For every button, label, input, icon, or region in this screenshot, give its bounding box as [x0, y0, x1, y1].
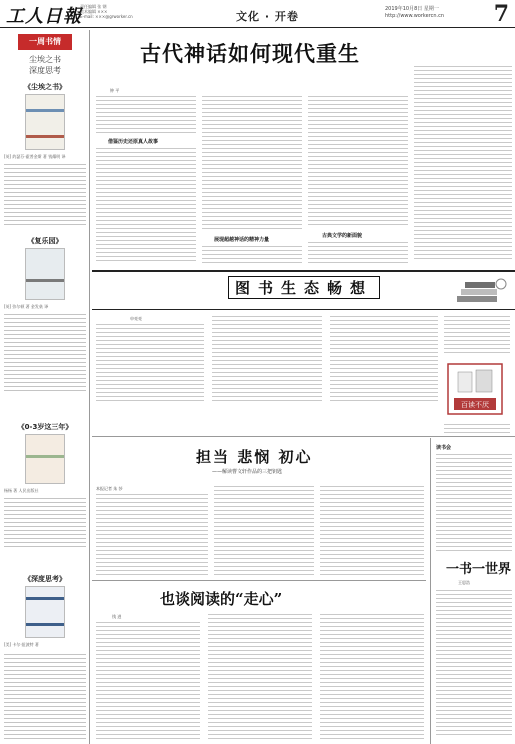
third-article-column	[208, 614, 312, 742]
column-divider	[430, 438, 431, 744]
book-caption: [英] 约瑟芬·霍普金斯 著 钱耀明 译	[4, 154, 66, 159]
section-divider	[92, 580, 426, 581]
third-article-byline: 钱 进	[112, 614, 122, 619]
book-caption: [美] 卡尔·纽波特 著	[4, 642, 39, 647]
book-review-text	[4, 654, 86, 742]
main-article-column	[308, 242, 408, 266]
book-review-text	[4, 498, 86, 550]
main-article-byline: 钟 平	[110, 88, 120, 93]
main-article-column	[414, 66, 512, 262]
third-article-headline: 也谈阅读的“走心”	[160, 590, 283, 608]
second-article-column	[320, 486, 424, 578]
book-title: 《0-3岁这三年》	[17, 423, 73, 431]
issue-date: 2019年10月8日 星期一 http://www.workercn.cn	[385, 6, 445, 19]
third-article-column	[96, 622, 200, 742]
second-article-byline: 本报记者 朱 莎	[96, 486, 123, 491]
main-article-subhead: 展现超越神话的精神力量	[214, 237, 270, 243]
main-article-headline: 古代神话如何现代重生	[140, 41, 360, 66]
book-cover-image	[25, 586, 65, 638]
book-title: 《复乐园》	[27, 237, 63, 245]
newspaper-logo: 工人日報	[6, 6, 82, 27]
book-review-text	[4, 314, 86, 394]
banner-article-column	[444, 424, 510, 436]
section-title: 文化 · 开卷	[236, 10, 299, 23]
stamp-illustration	[444, 358, 506, 420]
book-caption: 杨杨 著 人民出版社	[4, 488, 39, 493]
fourth-article-headline: 一书一世界	[446, 562, 512, 577]
book-review-text	[4, 164, 86, 228]
book-cover-image	[25, 94, 65, 150]
second-article-column	[96, 494, 208, 578]
masthead	[0, 0, 515, 28]
book-caption: [英] 弥尔顿 著 金发燊 译	[4, 304, 49, 309]
column-label: 读书会	[436, 445, 452, 451]
second-article-headline: 担当 悲悯 初心	[196, 448, 313, 466]
section-divider	[92, 436, 515, 437]
stamp-text: 百读不厌	[461, 401, 489, 409]
main-article-column	[202, 96, 302, 232]
sidebar-slogan: 尘埃之书 深度思考	[29, 55, 61, 75]
third-article-column	[320, 614, 424, 742]
editor-credits: 责任编辑 张 钢 美术编辑 ××× E-mail: ×××@grworker.cn	[80, 4, 133, 19]
main-article-column	[202, 246, 302, 266]
main-article-column	[96, 148, 196, 264]
feature-banner	[92, 270, 515, 310]
main-article-column	[96, 96, 196, 136]
book-title: 《深度思考》	[24, 575, 66, 583]
banner-byline: 申亮亮	[130, 316, 142, 321]
main-article-column	[308, 96, 408, 228]
banner-article-column	[330, 316, 438, 404]
main-article-subhead: 借鉴历史还原真人故事	[108, 139, 159, 145]
second-article-column	[214, 486, 314, 578]
book-cover-image	[25, 434, 65, 484]
banner-title: 图书生态畅想	[228, 276, 380, 299]
column-badge: 一周书情	[18, 34, 72, 50]
fourth-article-column	[436, 454, 512, 554]
fourth-article-byline: 王思浩	[458, 580, 470, 585]
banner-article-column	[444, 316, 510, 356]
second-article-subtitle: ——解读曹文轩作品的三把钥匙	[212, 469, 283, 475]
main-article-subhead: 古典文学的新面貌	[322, 233, 363, 239]
book-title: 《尘埃之书》	[24, 83, 66, 91]
fourth-article-column	[436, 590, 512, 738]
banner-article-column	[96, 324, 204, 404]
book-cover-image	[25, 248, 65, 300]
page-number: 7	[493, 1, 509, 27]
banner-article-column	[212, 316, 322, 404]
book-stack-illustration	[449, 274, 509, 308]
weekly-books-sidebar	[0, 30, 90, 744]
